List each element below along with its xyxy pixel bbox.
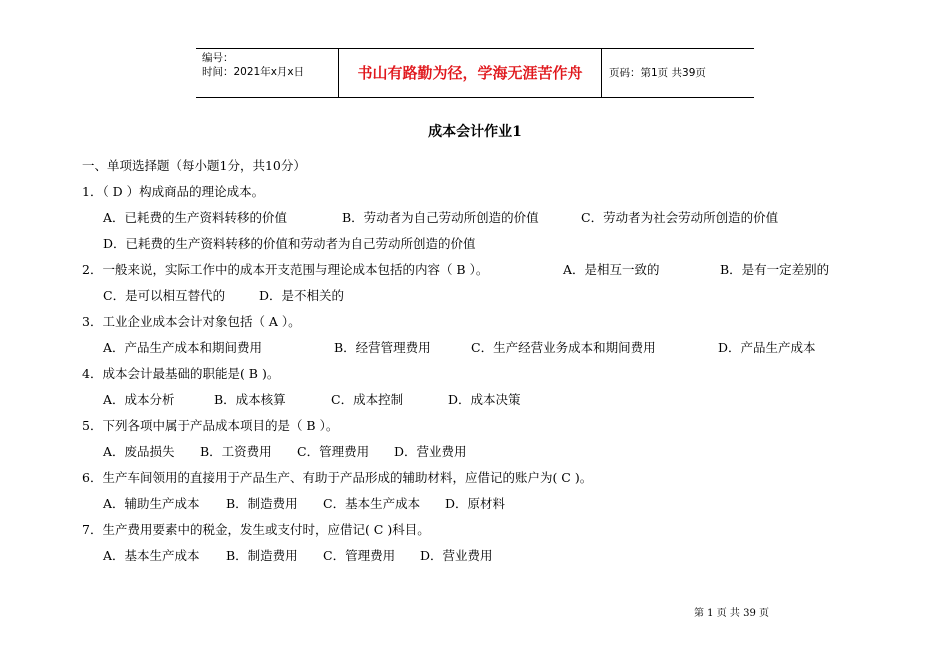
option: D．已耗费的生产资料转移的价值和劳动者为自己劳动所创造的价值 <box>103 236 476 251</box>
option: B．成本核算 <box>214 392 286 407</box>
header-time: 时间：2021年x月x日 <box>202 66 305 78</box>
document-title: 成本会计作业1 <box>428 124 522 140</box>
question-stem: 6．生产车间领用的直接用于产品生产、有助于产品形成的辅助材料，应借记的账户为( C )。 <box>82 470 593 485</box>
question-stem: 4．成本会计最基础的职能是( B )。 <box>82 366 280 381</box>
question-stem: 1．（ D ）构成商品的理论成本。 <box>82 184 265 199</box>
document-header-table <box>196 48 754 98</box>
question-stem: 7．生产费用要素中的税金，发生或支付时，应借记( C )科目。 <box>82 522 430 537</box>
option: C．生产经营业务成本和期间费用 <box>471 340 656 355</box>
question-stem: 3．工业企业成本会计对象包括（ A ）。 <box>82 314 301 329</box>
page-footer: 第 1 页 共 39 页 <box>694 608 769 619</box>
header-divider <box>601 49 602 97</box>
option: C．管理费用 <box>323 548 396 563</box>
option: B．制造费用 <box>226 548 298 563</box>
option: D．是不相关的 <box>259 288 345 303</box>
option: A．基本生产成本 <box>103 548 200 563</box>
option: C．成本控制 <box>331 392 404 407</box>
option: A．已耗费的生产资料转移的价值 <box>103 210 288 225</box>
option: A．成本分析 <box>103 392 175 407</box>
header-meta <box>202 51 304 79</box>
question-stem: 2．一般来说，实际工作中的成本开支范围与理论成本包括的内容（ B ）。 <box>82 262 489 277</box>
option: C．管理费用 <box>297 444 370 459</box>
option: A．产品生产成本和期间费用 <box>103 340 263 355</box>
header-number: 编号： <box>202 52 234 64</box>
question-stem: 5．下列各项中属于产品成本项目的是（ B ）。 <box>82 418 339 433</box>
option: D．成本决策 <box>448 392 521 407</box>
header-motto: 书山有路勤为径，学海无涯苦作舟 <box>357 64 583 82</box>
option: C．是可以相互替代的 <box>103 288 226 303</box>
option: D．营业费用 <box>420 548 493 563</box>
option: B．劳动者为自己劳动所创造的价值 <box>342 210 539 225</box>
option: D．营业费用 <box>394 444 467 459</box>
option: A．辅助生产成本 <box>103 496 200 511</box>
option: C．劳动者为社会劳动所创造的价值 <box>581 210 779 225</box>
header-page-number: 页码：第1页 共39页 <box>609 67 706 79</box>
section-heading: 一、单项选择题（每小题1分，共10分） <box>82 158 306 173</box>
option: B．工资费用 <box>200 444 272 459</box>
option: A．是相互一致的 <box>563 262 660 277</box>
option: B．经营管理费用 <box>334 340 431 355</box>
option: B．是有一定差别的 <box>720 262 830 277</box>
option: D．产品生产成本 <box>718 340 816 355</box>
option: C．基本生产成本 <box>323 496 421 511</box>
option: A．废品损失 <box>103 444 175 459</box>
option: D．原材料 <box>445 496 506 511</box>
option: B．制造费用 <box>226 496 298 511</box>
